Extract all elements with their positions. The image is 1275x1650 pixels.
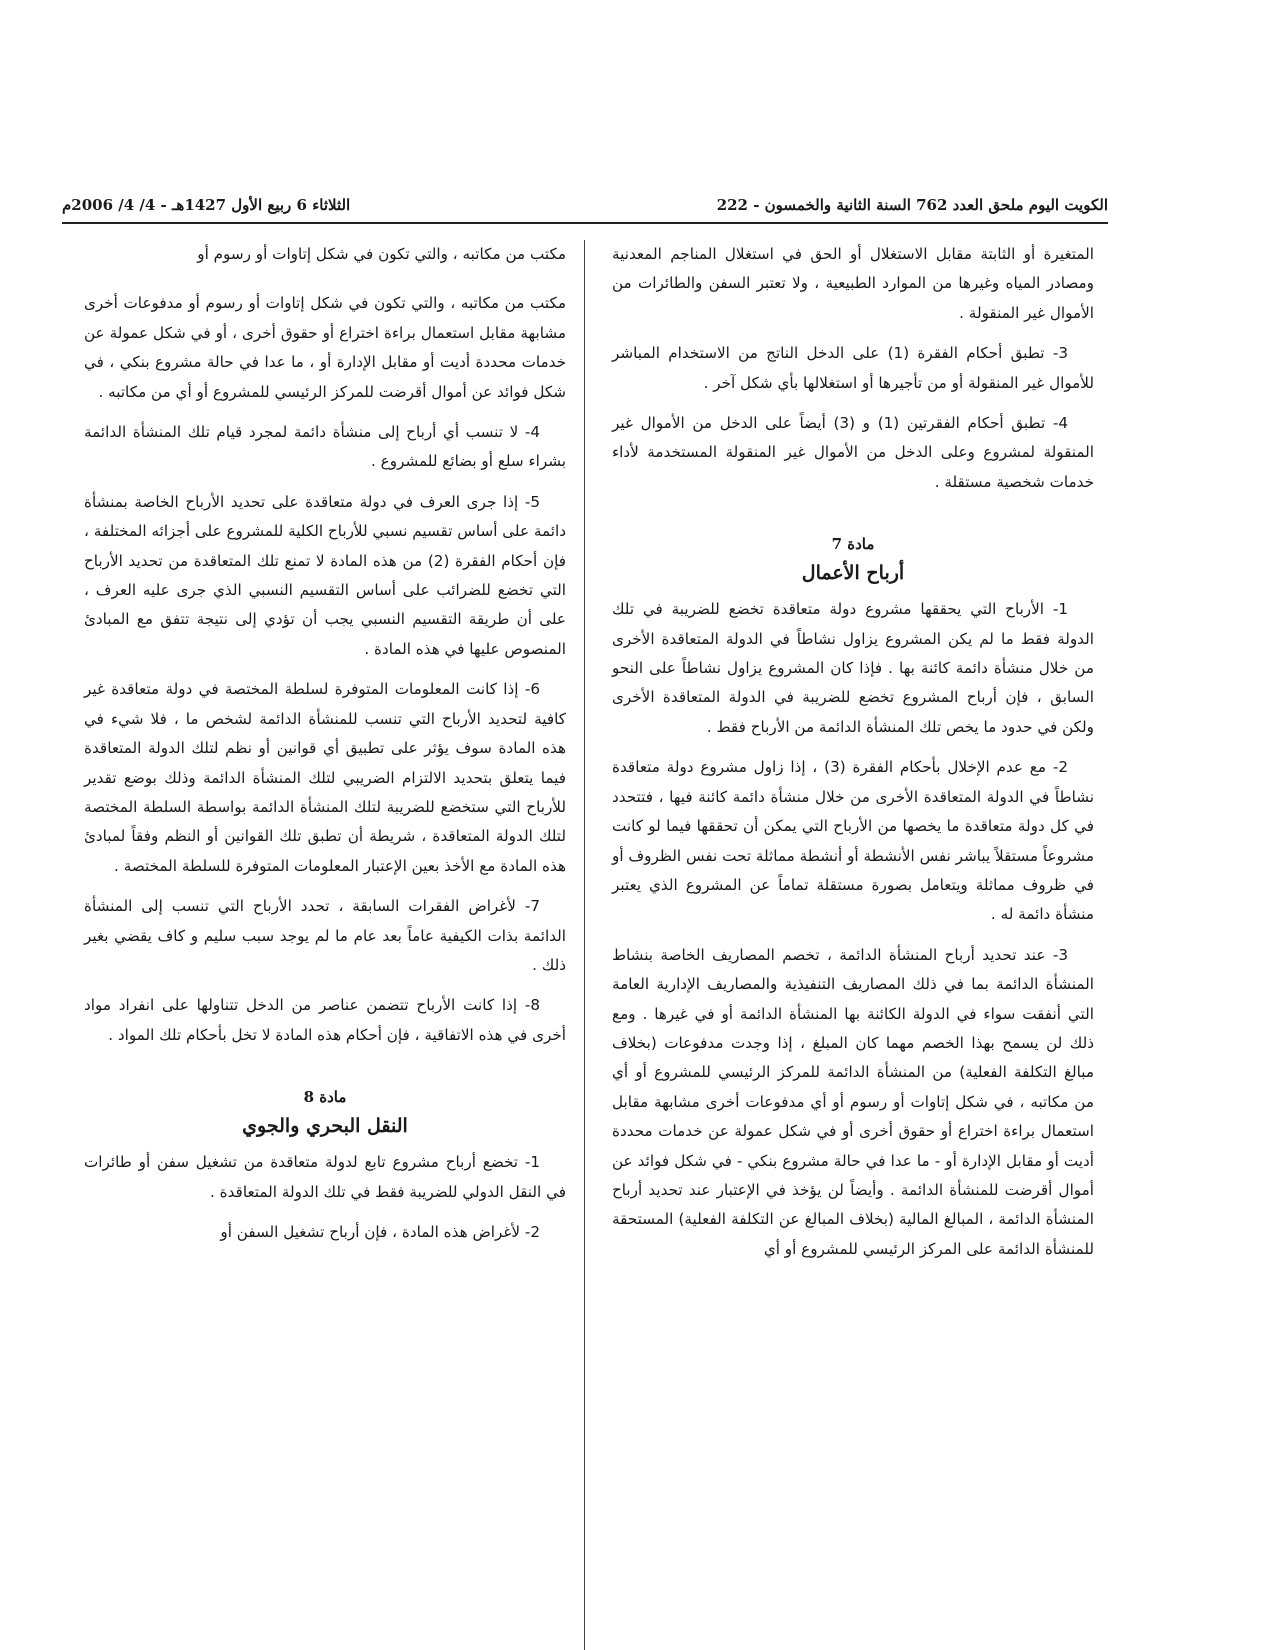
right-column: [612, 240, 1094, 1275]
paragraph: 3- تطبق أحكام الفقرة (1) على الدخل الناتج من الاستخدام المباشر للأموال غير المنقولة أو من تأجيرها أو استغلالها بأي شكل آخر .: [612, 344, 1094, 392]
paragraph: 2- مع عدم الإخلال بأحكام الفقرة (3) ، إذا زاول مشروع دولة متعاقدة نشاطاً في الدولة المتعاقدة الأخرى من خلال منشأة دائمة كائنة فيها ، فتتحدد في كل دولة متعاقدة ما يخصها من الأرباح التي يمكن أن تحققها فيما لو كانت مشروعاً مستقلاً يباشر نفس الأنشطة أو أنشطة مماثلة تحت نفس الظروف أو في ظروف مماثلة ويتعامل بصورة مستقلة تماماً عن المشروع الذي يعتبر منشأة دائمة له .: [612, 758, 1094, 924]
paragraph: مكتب من مكاتبه ، والتي تكون في شكل إتاوات أو رسوم أو: [197, 245, 566, 263]
column-divider: [584, 240, 585, 1650]
paragraph: مكتب من مكاتبه ، والتي تكون في شكل إتاوات أو رسوم أو مدفوعات أخرى مشابهة مقابل استعمال براءة اختراع أو حقوق أخرى ، أو في شكل عمولة عن خدمات محددة أديت أو مقابل الإدارة أو ، ما عدا في حالة مشروع بنكي ، في شكل فوائد عن أموال أقرضت للمركز الرئيسي للمشروع أو أي من مكاتبه .: [84, 294, 566, 401]
header-divider: [62, 222, 1108, 224]
paragraph: 4- لا تنسب أي أرباح إلى منشأة دائمة لمجرد قيام تلك المنشأة الدائمة بشراء سلع أو بضائع للمشروع .: [84, 423, 566, 471]
paragraph: 6- إذا كانت المعلومات المتوفرة لسلطة المختصة في دولة متعاقدة غير كافية لتحديد الأرباح التي تنسب للمنشأة الدائمة لشخص ما ، فلا شيء في هذه المادة سوف يؤثر على تطبيق أي قوانين أو نظم لتلك الدولة المتعاقدة فيما يتعلق بتحديد الالتزام الضريبي لتلك المنشأة الدائمة وذلك بوضع تقدير للأرباح التي ستخضع للضريبة لتلك المنشأة الدائمة بواسطة السلطة المختصة لتلك الدولة المتعاقدة ، شريطة أن تطبق تلك القوانين أو النظم وفقاً لمبادئ هذه المادة مع الأخذ بعين الإعتبار المعلومات المتوفرة للسلطة المختصة .: [84, 680, 566, 875]
article-number: مادة 8: [303, 1088, 347, 1107]
paragraph: 7- لأغراض الفقرات السابقة ، تحدد الأرباح التي تنسب إلى المنشأة الدائمة بذات الكيفية عاماً بعد عام ما لم يوجد سبب سليم و كاف يقضي بغير ذلك .: [84, 897, 566, 974]
paragraph: 4- تطبق أحكام الفقرتين (1) و (3) أيضاً على الدخل من الأموال غير المنقولة لمشروع وعلى الدخل من الأموال غير المنقولة المستخدمة لأداء خدمات شخصية مستقلة .: [612, 414, 1094, 491]
page-header: [62, 188, 1108, 214]
paragraph: 3- عند تحديد أرباح المنشأة الدائمة ، تخصم المصاريف الخاصة بنشاط المنشأة الدائمة بما في ذلك المصاريف التنفيذية والمصاريف الإدارية العامة التي أنفقت سواء في الدولة الكائنة بها المنشأة الدائمة أو في غيرها . ومع ذلك لن يسمح بهذا الخصم مهما كان المبلغ ، إذا وجدت مدفوعات (بخلاف مبالغ التكلفة الفعلية) من المنشأة الدائمة للمركز الرئيسي للمشروع أو أي من مكاتبه ، في شكل إتاوات أو رسوم أو أي مدفوعات أخرى مشابهة مقابل استعمال براءة اختراع أو حقوق أخرى أو في شكل عمولة عن خدمات محددة أديت أو مقابل الإدارة أو - ما عدا في حالة مشروع بنكي - في شكل فوائد عن أموال أقرضت للمنشأة الدائمة . وأيضاً لن يؤخذ في الإعتبار عند تحديد أرباح المنشأة الدائمة ، المبالغ المالية (بخلاف المبالغ عن التكلفة الفعلية) المستحقة للمنشأة الدائمة على المركز الرئيسي للمشروع أو أي: [612, 945, 1094, 1258]
paragraph: المتغيرة أو الثابتة مقابل الاستغلال أو الحق في استغلال المناجم المعدنية ومصادر المياه وغيرها من الموارد الطبيعية ، ولا تعتبر السفن والطائرات من الأموال غير المنقولة .: [612, 245, 1094, 322]
article-number: مادة 7: [831, 535, 875, 554]
paragraph: 5- إذا جرى العرف في دولة متعاقدة على تحديد الأرباح الخاصة بمنشأة دائمة على أساس تقسيم نسبي للأرباح الكلية للمشروع على أجزائه المختلفة ، فإن أحكام الفقرة (2) من هذه المادة لا تمنع تلك المتعاقدة من تحديد الأرباح التي تخضع للضرائب على أساس التقسيم النسبي الذي جرى عليه العرف ، على أن طريقة التقسيم النسبي يجب أن تؤدي إلى نتيجة تتفق مع المبادئ المنصوص عليها في هذه المادة .: [84, 492, 566, 658]
paragraph: 1- الأرباح التي يحققها مشروع دولة متعاقدة تخضع للضريبة في تلك الدولة فقط ما لم يكن المشروع يزاول نشاطاً في الدولة المتعاقدة الأخرى من خلال منشأة دائمة كائنة بها . فإذا كان المشروع يزاول نشاطاً على النحو السابق ، فإن أرباح المشروع تخضع للضريبة في الدولة المتعاقدة الأخرى ولكن في حدود ما يخص تلك المنشأة الدائمة من الأرباح فقط .: [612, 600, 1094, 736]
paragraph: 2- لأغراض هذه المادة ، فإن أرباح تشغيل السفن أو: [220, 1222, 540, 1241]
article-title: النقل البحري والجوي: [242, 1115, 408, 1138]
header-date: الثلاثاء 6 ربيع الأول 1427هـ - 4/ 4/ 2006م: [62, 196, 351, 214]
article-title: أرباح الأعمال: [801, 562, 905, 585]
paragraph: 1- تخضع أرباح مشروع تابع لدولة متعاقدة من تشغيل سفن أو طائرات في النقل الدولي للضريبة فقط في تلك الدولة المتعاقدة .: [84, 1153, 566, 1201]
header-publication-info: الكويت اليوم ملحق العدد 762 السنة الثانية والخمسون - 222: [716, 196, 1108, 214]
paragraph: 8- إذا كانت الأرباح تتضمن عناصر من الدخل تتناولها على انفراد مواد أخرى في هذه الاتفاقية ، فإن أحكام هذه المادة لا تخل بأحكام تلك المواد .: [84, 996, 566, 1044]
left-column: [84, 240, 566, 1258]
